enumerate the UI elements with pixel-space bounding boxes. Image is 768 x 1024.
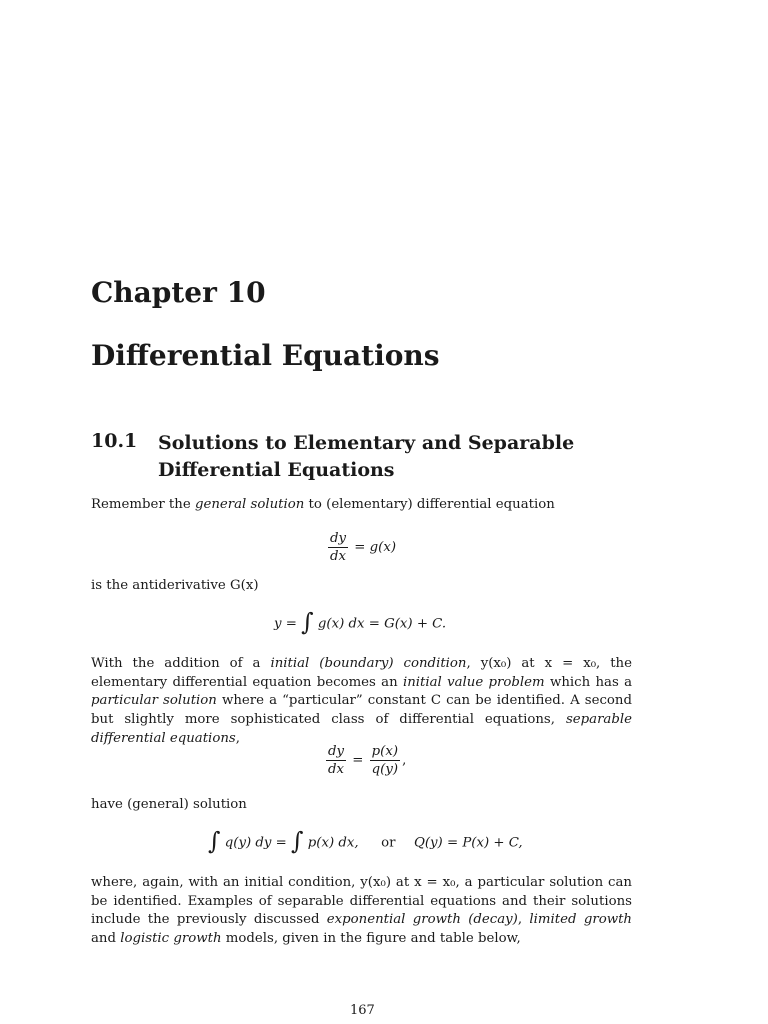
chapter-title: Differential Equations — [91, 339, 440, 372]
fraction-denominator: dx — [328, 762, 345, 777]
integral-sign: ∫ — [291, 827, 304, 855]
equation-elementary — [326, 530, 396, 565]
paragraph-antiderivative — [91, 577, 632, 596]
equation-antiderivative — [274, 608, 447, 636]
fraction-numerator: dy — [330, 531, 347, 546]
fraction-numerator: p(x) — [370, 743, 400, 761]
trailing-comma: , — [402, 753, 407, 768]
fraction-denominator: q(y) — [371, 762, 399, 777]
text-run: , — [235, 730, 240, 746]
emphasis-particular-solution: particular solution — [91, 693, 217, 709]
paragraph-intro — [91, 496, 632, 515]
text-run: have (general) solution — [91, 797, 247, 812]
integral-sign: ∫ — [208, 827, 221, 855]
text-run: is the antiderivative G(x) — [91, 578, 259, 593]
text-run: models, given in the figure and table below, — [221, 931, 521, 947]
emphasis-initial-condition: initial (boundary) condition — [270, 656, 467, 671]
equation-rhs: = g(x) — [354, 540, 397, 555]
text-run: , y(x₀) at x = x₀, the elementary differential equation becomes an — [91, 656, 632, 690]
fraction-numerator: dy — [328, 744, 345, 759]
emphasis-logistic-growth: logistic growth — [120, 931, 222, 947]
equals-sign: = — [352, 753, 364, 768]
fraction-p-over-q — [370, 743, 400, 778]
text-run: to (elementary) differential equation — [304, 497, 555, 512]
paragraph-examples — [91, 874, 632, 949]
equation-rhs: p(x) dx, — [307, 835, 359, 851]
page-number: 167 — [350, 1003, 375, 1018]
equation-lhs: q(y) dy = — [224, 835, 287, 851]
integral-sign: ∫ — [301, 608, 314, 636]
text-run: where, again, with an initial condition, y(x₀) at x = x₀, a particular solution can be identified. Examples of separable differential equations and their solutions include the previously discussed — [91, 875, 632, 928]
text-run: , — [517, 912, 530, 928]
equation-separable-solution — [208, 827, 523, 855]
equation-separable — [324, 743, 406, 778]
text-run: Remember the — [91, 497, 195, 512]
section-number: 10.1 — [91, 430, 138, 452]
emphasis-separable-equations: separable differential equations — [91, 712, 632, 746]
text-run: and — [91, 931, 121, 947]
equation-rhs: g(x) dx = G(x) + C. — [317, 616, 447, 632]
equation-or: or — [381, 835, 396, 851]
text-run: With the addition of a — [91, 656, 271, 671]
emphasis-general-solution: general solution — [194, 497, 305, 512]
fraction-dy-dx — [326, 743, 346, 778]
emphasis-initial-value-problem: initial value problem — [402, 674, 545, 690]
emphasis-limited-growth: limited growth — [529, 912, 632, 928]
section-title: Solutions to Elementary and Separable Differential Equations — [158, 432, 575, 481]
chapter-label: Chapter 10 — [91, 276, 266, 309]
fraction-dy-dx — [328, 530, 348, 565]
text-run: where a “particular” constant C can be identified. A second but slightly more sophisticated class of differential equations, — [91, 693, 632, 728]
equation-lhs: y = — [274, 616, 297, 632]
text-run: which has a — [544, 674, 632, 690]
fraction-denominator: dx — [330, 549, 347, 564]
equation-alternative: Q(y) = P(x) + C, — [413, 835, 523, 851]
emphasis-exponential-growth: exponential growth (decay) — [326, 912, 518, 928]
paragraph-general-solution — [91, 796, 632, 815]
paragraph-initial-condition — [91, 655, 632, 749]
